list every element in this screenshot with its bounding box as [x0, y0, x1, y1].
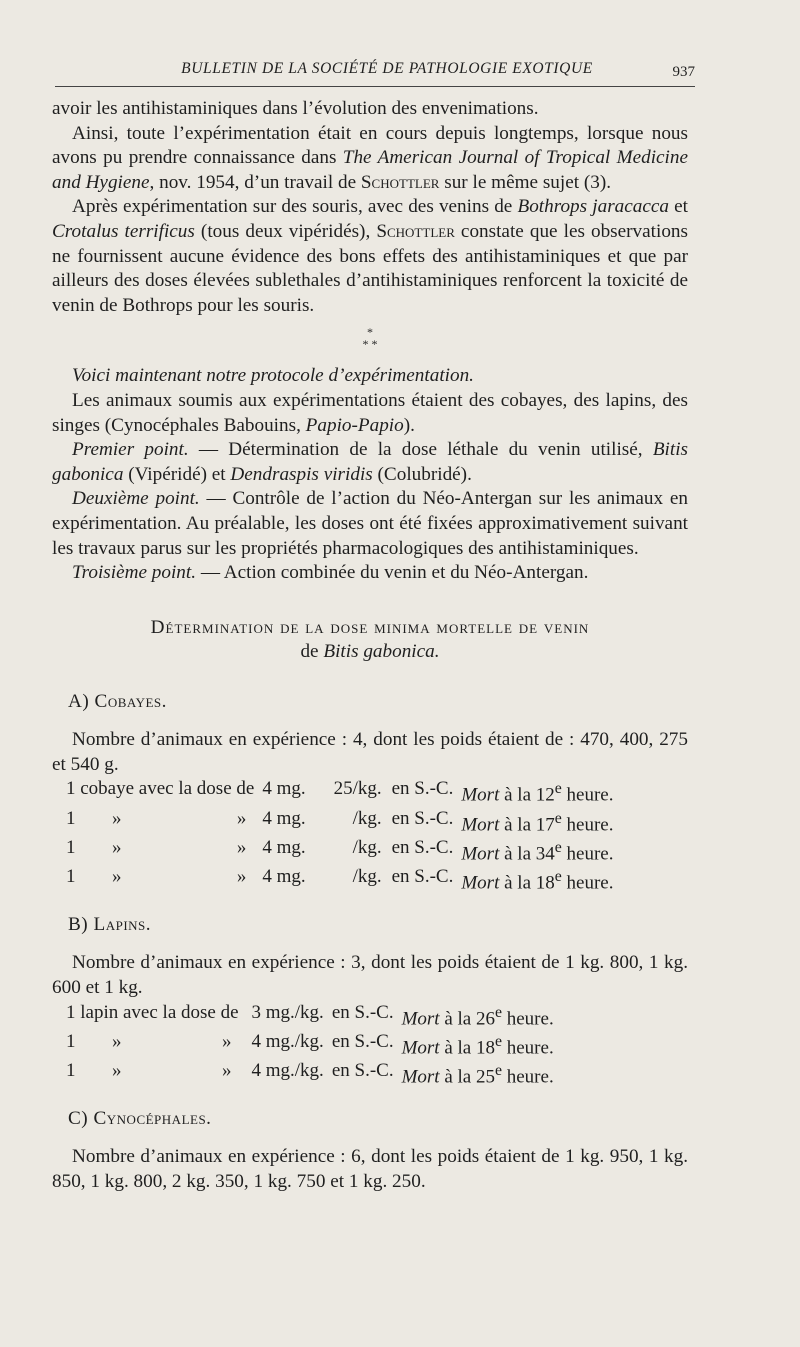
- paragraph-2: Ainsi, toute l’expérimentation était en cours depuis longtemps, lorsque nous avons pu prendre connaissance dans The American Journal of Tropical Medicine and Hygiene, nov. 1954, d’un travail de Schottler sur le même sujet (3).: [52, 122, 688, 193]
- page-number: 937: [672, 64, 695, 80]
- paragraph-4: Voici maintenant notre protocole d’expérimentation.: [72, 365, 474, 387]
- article-body: [52, 97, 688, 1194]
- table-row: 1 lapin avec la dose de 3 mg./kg. en S.-C. Mort à la 26e heure.: [66, 1001, 554, 1029]
- section-separator: * * *: [362, 325, 378, 352]
- author-name: Schottler: [376, 220, 455, 242]
- journal-title: BULLETIN DE LA SOCIÉTÉ DE PATHOLOGIE EXOTIQUE: [181, 60, 593, 77]
- species-name: Dendraspis viridis: [230, 463, 373, 485]
- paragraph-3: Après expérimentation sur des souris, avec des venins de Bothrops jaracacca et Crotalus terrificus (tous deux vipéridés), Schottler constate que les observations ne fournissent aucune évidence des bons effets des antihistaminiques et que par ailleurs des doses élevées sublethales d’antihistaminiques renforcent la toxicité de venin de Bothrops pour les souris.: [52, 196, 688, 316]
- paragraph-8: Troisième point. — Action combinée du venin et du Néo-Antergan.: [72, 562, 589, 584]
- journal-citation: The American Journal of Tropical Medicine and Hygiene: [52, 147, 688, 193]
- table-row: 1 » » 4 mg./kg. en S.-C. Mort à la 18e heure.: [66, 1030, 554, 1059]
- header-rule: [55, 86, 695, 87]
- subsection-heading-cobayes: A) Cobayes.: [68, 690, 167, 712]
- paragraph-6: Premier point. — Détermination de la dose léthale du venin utilisé, Bitis gabonica (Vipéridé) et Dendraspis viridis (Colubridé).: [52, 439, 688, 485]
- point-label: Premier point.: [72, 439, 189, 461]
- point-label: Deuxième point.: [72, 488, 200, 510]
- cynocephales-intro: Nombre d’animaux en expérience : 6, dont les poids étaient de 1 kg. 950, 1 kg. 850, 1 kg. 800, 2 kg. 350, 1 kg. 750 et 1 kg. 250.: [52, 1146, 688, 1192]
- species-name: Bitis gabonica.: [323, 640, 440, 662]
- subsection-heading-cynocephales: C) Cynocéphales.: [68, 1107, 212, 1129]
- cobayes-table: [66, 777, 614, 894]
- paragraph-5: Les animaux soumis aux expérimentations étaient des cobayes, des lapins, des singes (Cynocéphales Babouins, Papio-Papio).: [52, 389, 688, 436]
- lapins-intro: Nombre d’animaux en expérience : 3, dont les poids étaient de 1 kg. 800, 1 kg. 600 et 1 kg.: [52, 952, 688, 998]
- species-name: Crotalus terrificus: [52, 220, 195, 242]
- species-name: Bitis gabonica: [52, 439, 688, 485]
- table-row: 1 » » 4 mg. /kg. en S.-C. Mort à la 18e heure.: [66, 866, 614, 894]
- table-row: 1 cobaye avec la dose de 4 mg. 25/kg. en S.-C. Mort à la 12e heure.: [66, 778, 614, 806]
- paragraph-7: Deuxième point. — Contrôle de l’action du Néo-Antergan sur les animaux en expérimentation. Au préalable, les doses ont été fixées approximativement suivant les travaux parus sur les propriétés pharmacologiques des antihistaminiques.: [52, 488, 688, 559]
- species-name: Bothrops jaracacca: [517, 196, 669, 218]
- species-name: Papio-Papio: [305, 414, 404, 436]
- table-row: 1 » » 4 mg. /kg. en S.-C. Mort à la 17e heure.: [66, 807, 614, 836]
- paragraph-1: avoir les antihistaminiques dans l’évolution des envenimations.: [52, 98, 539, 119]
- running-header: [55, 56, 695, 86]
- section-heading: Détermination de la dose minima mortelle de venin de Bitis gabonica.: [150, 616, 590, 662]
- lapins-table: [66, 1001, 554, 1089]
- subsection-heading-lapins: B) Lapins.: [68, 913, 152, 935]
- table-row: 1 » » 4 mg. /kg. en S.-C. Mort à la 34e heure.: [66, 837, 614, 865]
- table-row: 1 » » 4 mg./kg. en S.-C. Mort à la 25e heure.: [66, 1060, 554, 1088]
- cobayes-intro: Nombre d’animaux en expérience : 4, dont les poids étaient de : 470, 400, 275 et 540 g.: [52, 729, 688, 775]
- point-label: Troisième point.: [72, 562, 197, 584]
- author-name: Schottler: [360, 171, 440, 193]
